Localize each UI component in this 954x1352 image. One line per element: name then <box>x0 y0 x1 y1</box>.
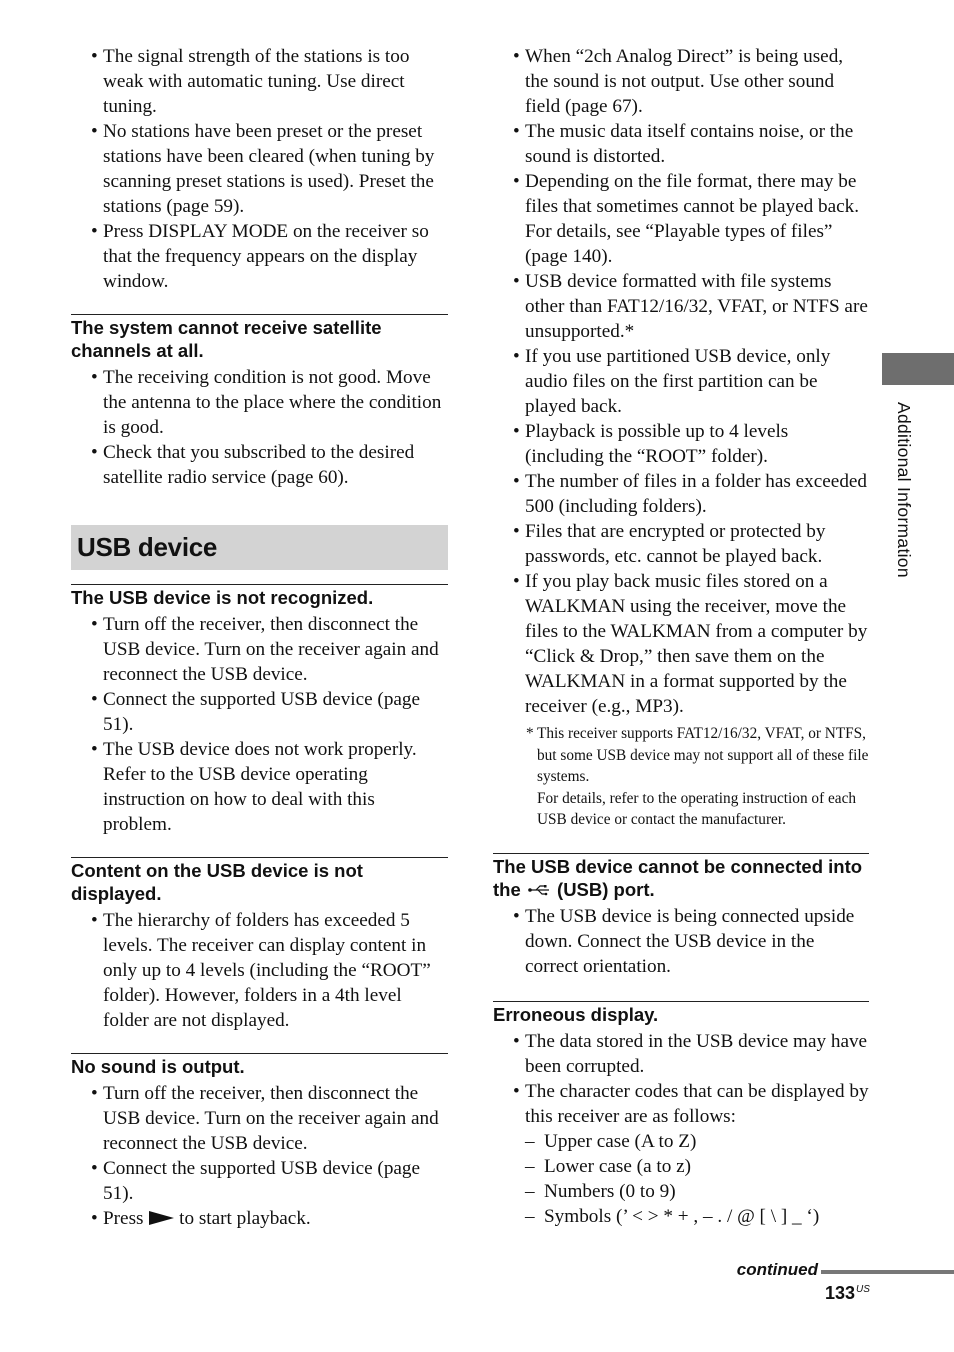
list-item: • The data stored in the USB device may have been corrupted. <box>493 1029 869 1079</box>
section-tab-marker <box>882 353 954 385</box>
intro-bullet-list <box>71 44 448 294</box>
footnote <box>493 723 869 831</box>
section-title-usb-device: USB device <box>71 525 448 570</box>
list-item: • The USB device does not work properly. Refer to the USB device operating instruction on how to deal with this problem. <box>71 737 448 837</box>
cannot-connect-heading-text: The USB device cannot be connected into the <box>493 855 863 900</box>
list-item: • Turn off the receiver, then disconnect the USB device. Turn on the receiver again and reconnect the USB device. <box>71 612 448 687</box>
footnote-line: This receiver supports FAT12/16/32, VFAT, or NTFS, but some USB device may not support all of these file systems. <box>537 725 869 785</box>
list-item: • Connect the supported USB device (page 51). <box>71 687 448 737</box>
continued-label: continued <box>736 1260 818 1279</box>
list-item: • If you use partitioned USB device, only audio files on the first partition can be played back. <box>493 344 869 419</box>
content-not-displayed-heading: Content on the USB device is not displayed. <box>71 857 448 905</box>
list-item: • The music data itself contains noise, or the sound is distorted. <box>493 119 869 169</box>
page-number-suffix: US <box>856 1284 870 1295</box>
character-codes-list <box>493 1129 869 1229</box>
no-sound-bullet-list <box>71 1081 448 1231</box>
press-text: Press <box>103 1208 144 1229</box>
list-item: • The signal strength of the stations is too weak with automatic tuning. Use direct tuning. <box>71 44 448 119</box>
erroneous-heading: Erroneous display. <box>493 1001 869 1026</box>
play-icon <box>148 1211 174 1225</box>
list-item: • The hierarchy of folders has exceeded 5 levels. The receiver can display content in only up to 4 levels (including the “ROOT” folder). However, folders in a 4th level folder are not displayed. <box>71 908 448 1033</box>
cannot-connect-heading-suffix: (USB) port. <box>557 878 655 900</box>
list-item: • Depending on the file format, there may be files that sometimes cannot be played back. For details, see “Playable types of files” (page 140). <box>493 169 869 269</box>
content-not-displayed-bullet-list <box>71 908 448 1033</box>
list-item: • USB device formatted with file systems other than FAT12/16/32, VFAT, or NTFS are unsupported.* <box>493 269 869 344</box>
continued-rule <box>821 1270 954 1274</box>
right-column <box>493 44 869 1229</box>
cannot-connect-bullet-list <box>493 904 869 979</box>
list-item: • Connect the supported USB device (page 51). <box>71 1156 448 1206</box>
page-number <box>825 1283 870 1304</box>
cannot-connect-heading <box>493 853 869 901</box>
list-item: • Turn off the receiver, then disconnect the USB device. Turn on the receiver again and reconnect the USB device. <box>71 1081 448 1156</box>
list-item: – Upper case (A to Z) <box>493 1129 869 1154</box>
list-item: – Lower case (a to z) <box>493 1154 869 1179</box>
list-item: • If you play back music files stored on a WALKMAN using the receiver, move the files to the WALKMAN from a computer by “Click & Drop,” then save them on the WALKMAN in a format supported by the receiver (e.g., MP3). <box>493 569 869 719</box>
satellite-bullet-list <box>71 365 448 490</box>
list-item: • The USB device is being connected upside down. Connect the USB device in the correct orientation. <box>493 904 869 979</box>
list-item: – Numbers (0 to 9) <box>493 1179 869 1204</box>
not-recognized-bullet-list <box>71 612 448 837</box>
page-number-value: 133 <box>825 1283 856 1303</box>
footnote-line: For details, refer to the operating instruction of each USB device or contact the manufacturer. <box>537 789 857 828</box>
erroneous-bullet-list <box>493 1029 869 1129</box>
list-item: • No stations have been preset or the preset stations have been cleared (when tuning by scanning preset stations is used). Preset the stations (page 59). <box>71 119 448 219</box>
list-item: • When “2ch Analog Direct” is being used, the sound is not output. Use other sound field (page 67). <box>493 44 869 119</box>
satellite-heading: The system cannot receive satellite channels at all. <box>71 314 448 362</box>
list-item: • Press DISPLAY MODE on the receiver so that the frequency appears on the display window. <box>71 219 448 294</box>
list-item: • Check that you subscribed to the desired satellite radio service (page 60). <box>71 440 448 490</box>
usb-icon <box>528 884 550 896</box>
list-item: – Symbols (’ < > * + , – . / @ [ \ ] _ ‘) <box>493 1204 869 1229</box>
list-item: • The receiving condition is not good. Move the antenna to the place where the condition is good. <box>71 365 448 440</box>
list-item: • Playback is possible up to 4 levels (including the “ROOT” folder). <box>493 419 869 469</box>
footnote-mark: * <box>526 725 534 742</box>
left-column <box>71 44 448 1231</box>
continued-bullet-list <box>493 44 869 719</box>
side-section-label: Additional Information <box>894 402 914 578</box>
list-item <box>71 1206 448 1231</box>
no-sound-heading: No sound is output. <box>71 1053 448 1078</box>
list-item: • The number of files in a folder has exceeded 500 (including folders). <box>493 469 869 519</box>
not-recognized-heading: The USB device is not recognized. <box>71 584 448 609</box>
list-item: • Files that are encrypted or protected by passwords, etc. cannot be played back. <box>493 519 869 569</box>
press-after-text: to start playback. <box>179 1208 311 1229</box>
list-item: • The character codes that can be displayed by this receiver are as follows: <box>493 1079 869 1129</box>
